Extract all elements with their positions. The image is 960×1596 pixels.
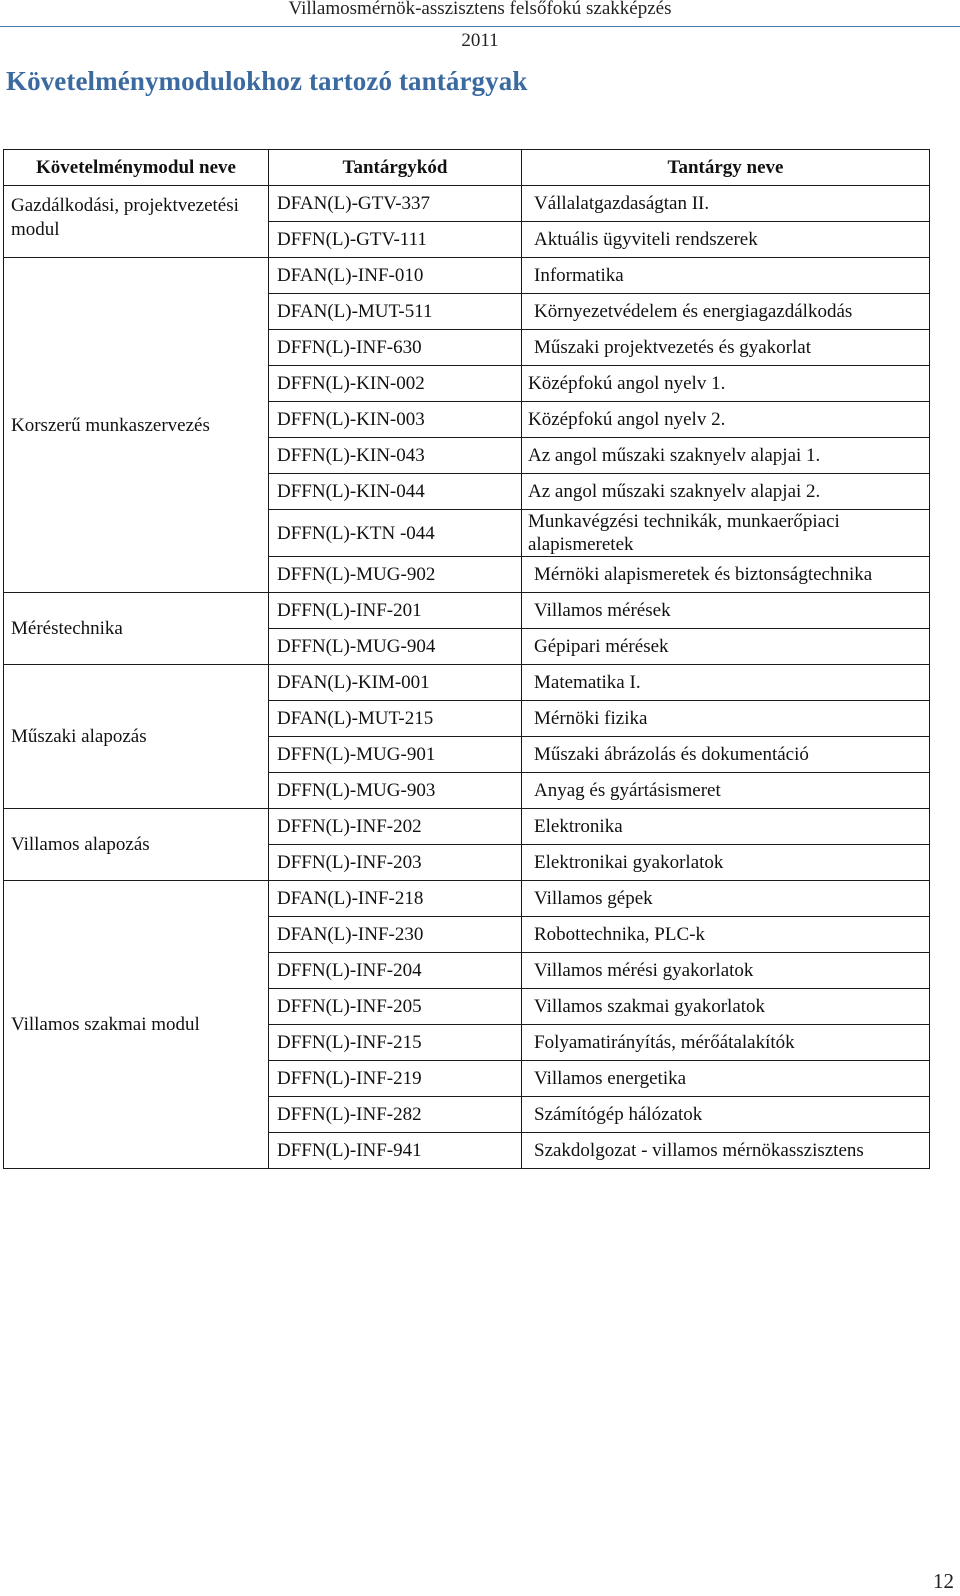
- subject-code-cell: DFFN(L)-INF-630: [269, 330, 522, 366]
- page-number: 12: [933, 1569, 954, 1593]
- subject-name-cell: Villamos gépek: [522, 881, 930, 917]
- subject-code-cell: DFFN(L)-MUG-903: [269, 773, 522, 809]
- header-divider: [0, 26, 960, 27]
- subject-name-cell: Aktuális ügyviteli rendszerek: [522, 222, 930, 258]
- column-header-module: Követelménymodul neve: [4, 150, 269, 186]
- subject-code-cell: DFFN(L)-INF-203: [269, 845, 522, 881]
- subject-name-cell: Mérnöki fizika: [522, 701, 930, 737]
- subject-name-cell: Az angol műszaki szaknyelv alapjai 2.: [522, 474, 930, 510]
- subject-name-cell: Robottechnika, PLC-k: [522, 917, 930, 953]
- subject-code-cell: DFAN(L)-GTV-337: [269, 186, 522, 222]
- subject-name-cell: Középfokú angol nyelv 1.: [522, 366, 930, 402]
- section-title: Követelménymodulokhoz tartozó tantárgyak: [6, 66, 528, 96]
- subject-code-cell: DFFN(L)-KIN-003: [269, 402, 522, 438]
- table-row: [4, 593, 930, 629]
- subject-code-cell: DFFN(L)-KIN-002: [269, 366, 522, 402]
- subject-code-cell: DFFN(L)-INF-201: [269, 593, 522, 629]
- subject-name-cell: Anyag és gyártásismeret: [522, 773, 930, 809]
- subject-code-cell: DFFN(L)-INF-204: [269, 953, 522, 989]
- subject-code-cell: DFFN(L)-INF-219: [269, 1061, 522, 1097]
- subject-name-cell: Középfokú angol nyelv 2.: [522, 402, 930, 438]
- subject-name-cell: Matematika I.: [522, 665, 930, 701]
- table-row: [4, 809, 930, 845]
- subject-name-cell: Szakdolgozat - villamos mérnökasszisztens: [522, 1133, 930, 1169]
- table-row: [4, 186, 930, 222]
- column-header-subject: Tantárgy neve: [522, 150, 930, 186]
- module-name-cell: Méréstechnika: [4, 593, 269, 665]
- subject-code-cell: DFFN(L)-KIN-043: [269, 438, 522, 474]
- subject-name-cell: Folyamatirányítás, mérőátalakítók: [522, 1025, 930, 1061]
- column-header-code: Tantárgykód: [269, 150, 522, 186]
- subject-name-cell: Gépipari mérések: [522, 629, 930, 665]
- table-row: [4, 665, 930, 701]
- subject-code-cell: DFFN(L)-MUG-901: [269, 737, 522, 773]
- subject-name-cell: Elektronikai gyakorlatok: [522, 845, 930, 881]
- subject-name-cell: Az angol műszaki szaknyelv alapjai 1.: [522, 438, 930, 474]
- subject-code-cell: DFFN(L)-INF-205: [269, 989, 522, 1025]
- subject-code-cell: DFFN(L)-MUG-902: [269, 557, 522, 593]
- table-header-row: [4, 150, 930, 186]
- subject-name-cell: Műszaki projektvezetés és gyakorlat: [522, 330, 930, 366]
- subject-name-cell: Informatika: [522, 258, 930, 294]
- table-row: [4, 881, 930, 917]
- document-header-title: Villamosmérnök-asszisztens felsőfokú szakképzés: [288, 0, 672, 19]
- module-name-cell: Gazdálkodási, projektvezetési modul: [4, 186, 269, 258]
- subject-code-cell: DFFN(L)-INF-215: [269, 1025, 522, 1061]
- subject-code-cell: DFAN(L)-INF-230: [269, 917, 522, 953]
- subject-code-cell: DFFN(L)-INF-282: [269, 1097, 522, 1133]
- module-name-cell: Korszerű munkaszervezés: [4, 258, 269, 593]
- subject-code-cell: DFAN(L)-MUT-215: [269, 701, 522, 737]
- subject-code-cell: DFFN(L)-INF-941: [269, 1133, 522, 1169]
- subject-code-cell: DFAN(L)-MUT-511: [269, 294, 522, 330]
- subject-code-cell: DFFN(L)-KTN -044: [269, 510, 522, 557]
- subject-name-cell: Villamos mérések: [522, 593, 930, 629]
- subject-code-cell: DFAN(L)-KIM-001: [269, 665, 522, 701]
- subject-name-cell: Elektronika: [522, 809, 930, 845]
- subjects-table: [3, 149, 930, 1169]
- subject-name-cell: Villamos szakmai gyakorlatok: [522, 989, 930, 1025]
- subject-name-cell: Villamos energetika: [522, 1061, 930, 1097]
- subject-code-cell: DFAN(L)-INF-010: [269, 258, 522, 294]
- document-header-year: 2011: [461, 30, 499, 51]
- subject-code-cell: DFFN(L)-GTV-111: [269, 222, 522, 258]
- module-name-cell: Villamos szakmai modul: [4, 881, 269, 1169]
- subject-code-cell: DFAN(L)-INF-218: [269, 881, 522, 917]
- subject-code-cell: DFFN(L)-INF-202: [269, 809, 522, 845]
- table-row: [4, 258, 930, 294]
- module-name-cell: Műszaki alapozás: [4, 665, 269, 809]
- table-body: [4, 186, 930, 1169]
- subject-code-cell: DFFN(L)-KIN-044: [269, 474, 522, 510]
- subject-code-cell: DFFN(L)-MUG-904: [269, 629, 522, 665]
- subject-name-cell: Munkavégzési technikák, munkaerőpiaci alapismeretek: [522, 510, 930, 557]
- subject-name-cell: Villamos mérési gyakorlatok: [522, 953, 930, 989]
- subject-name-cell: Vállalatgazdaságtan II.: [522, 186, 930, 222]
- module-name-cell: Villamos alapozás: [4, 809, 269, 881]
- subject-name-cell: Környezetvédelem és energiagazdálkodás: [522, 294, 930, 330]
- subject-name-cell: Műszaki ábrázolás és dokumentáció: [522, 737, 930, 773]
- subject-name-cell: Mérnöki alapismeretek és biztonságtechnika: [522, 557, 930, 593]
- subject-name-cell: Számítógép hálózatok: [522, 1097, 930, 1133]
